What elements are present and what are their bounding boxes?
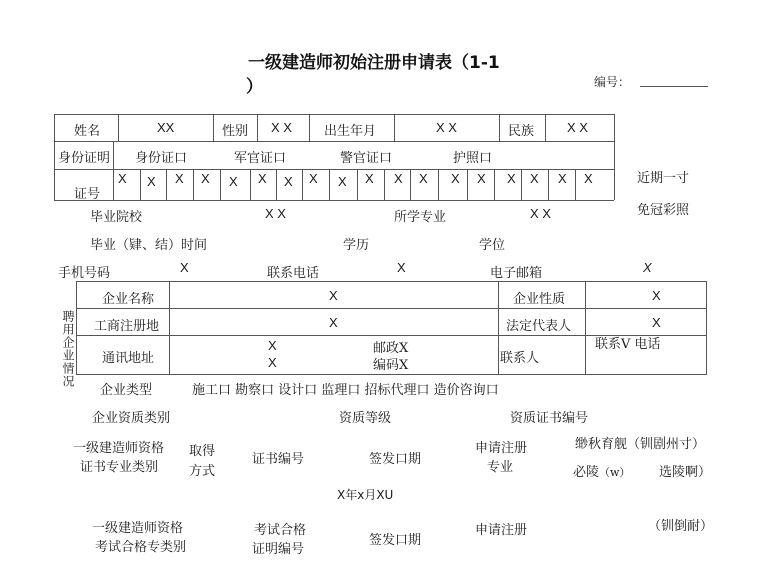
- gender-label: 性别: [222, 124, 249, 139]
- qualification-cert-label: 资质证书编号: [510, 411, 589, 426]
- exam-issue-date-label: 签发口期: [369, 533, 422, 548]
- exam-proof-label-1: 考试合格: [254, 523, 307, 538]
- id-number-label: 证号: [74, 187, 101, 202]
- id-option-idcard[interactable]: 身份证口: [135, 151, 188, 166]
- company-nature-label: 企业性质: [513, 292, 566, 307]
- id-digit[interactable]: X: [338, 174, 347, 189]
- qualification-type-label: 企业资质类别: [92, 411, 171, 426]
- cert-issue-date-label: 签发口期: [369, 452, 422, 467]
- company-type-label: 企业类型: [100, 383, 153, 398]
- company-name-value[interactable]: X: [329, 288, 338, 303]
- contact-person-label: 联系人: [500, 351, 540, 366]
- phone-value[interactable]: X: [397, 260, 406, 275]
- exam-category-label-2: 考试合格专类别: [95, 540, 187, 555]
- degree-label: 学位: [479, 238, 506, 253]
- obtain-method-label-1: 取得: [189, 444, 216, 459]
- address-value-2[interactable]: X: [268, 355, 277, 370]
- id-digit[interactable]: X: [118, 171, 127, 186]
- ethnic-label: 民族: [508, 124, 535, 139]
- phone-label: 联系电话: [267, 266, 320, 281]
- mobile-value[interactable]: X: [180, 260, 189, 275]
- id-digit[interactable]: X: [530, 171, 539, 186]
- exam-apply-label: 申请注册: [475, 523, 528, 538]
- company-reg-label: 工商注册地: [94, 319, 160, 334]
- exam-category-label-1: 一级建造师资格: [92, 521, 184, 536]
- email-value[interactable]: X: [643, 260, 652, 275]
- id-digit[interactable]: X: [558, 171, 567, 186]
- id-digit[interactable]: X: [394, 171, 403, 186]
- cert-right-a-small: （w）: [599, 466, 631, 479]
- mobile-label: 手机号码: [58, 266, 111, 281]
- gender-value[interactable]: X X: [271, 120, 292, 135]
- id-digit[interactable]: X: [229, 174, 238, 189]
- postal-label-2[interactable]: 编码X: [373, 358, 409, 373]
- cert-date-value[interactable]: X年x月XU: [337, 488, 394, 502]
- id-option-police[interactable]: 警官证口: [340, 151, 393, 166]
- id-digit[interactable]: X: [284, 174, 293, 189]
- school-value[interactable]: X X: [265, 206, 286, 221]
- id-option-military[interactable]: 军官证口: [234, 151, 287, 166]
- cert-category-label-2: 证书专业类别: [80, 460, 159, 475]
- apply-major-label-1: 申请注册: [475, 441, 528, 456]
- legal-rep-value[interactable]: X: [652, 315, 661, 330]
- id-option-passport[interactable]: 护照口: [453, 151, 493, 166]
- id-digit[interactable]: X: [507, 171, 516, 186]
- cert-category-label-1: 一级建造师资格: [73, 441, 165, 456]
- id-digit[interactable]: X: [477, 171, 486, 186]
- major-label: 所学专业: [394, 210, 447, 225]
- company-nature-value[interactable]: X: [652, 288, 661, 303]
- birth-label: 出生年月: [324, 124, 377, 139]
- company-reg-value[interactable]: X: [329, 315, 338, 330]
- number-input-line[interactable]: [640, 86, 708, 87]
- obtain-method-label-2: 方式: [189, 464, 216, 479]
- contact-phone-field[interactable]: 联系V 电话: [595, 337, 661, 352]
- address-label: 通讯地址: [102, 351, 155, 366]
- exam-right-note: （钏倒耐）: [648, 519, 714, 534]
- company-name-label: 企业名称: [102, 292, 155, 307]
- graduation-time-label: 毕业（肄、结）时间: [90, 238, 208, 253]
- cert-right-b: 选陵啊）: [659, 465, 712, 480]
- major-value[interactable]: X X: [530, 206, 551, 221]
- ethnic-value[interactable]: X X: [567, 120, 588, 135]
- number-label: 编号：: [594, 75, 631, 89]
- legal-rep-label: 法定代表人: [506, 319, 572, 334]
- birth-value[interactable]: X X: [436, 120, 457, 135]
- company-section-label: 聘用企业情况: [61, 310, 75, 388]
- id-digit[interactable]: X: [258, 171, 267, 186]
- id-digit[interactable]: X: [201, 171, 210, 186]
- page-title: 一级建造师初始注册申请表（1-1: [248, 53, 500, 73]
- company-type-options[interactable]: 施工口 勘察口 设计口 监理口 招标代理口 造价咨询口: [192, 383, 499, 398]
- address-value-1[interactable]: X: [268, 338, 277, 353]
- name-value[interactable]: XX: [157, 120, 175, 135]
- education-level-label: 学历: [343, 238, 370, 253]
- id-digit[interactable]: X: [365, 171, 374, 186]
- postal-label-1[interactable]: 邮政X: [373, 341, 409, 356]
- id-type-label: 身份证明: [58, 151, 111, 166]
- photo-note-line1: 近期一寸: [637, 171, 690, 186]
- photo-note-line2: 免冠彩照: [637, 203, 690, 218]
- id-digit[interactable]: X: [419, 171, 428, 186]
- exam-proof-label-2: 证明编号: [252, 542, 305, 557]
- qualification-level-label: 资质等级: [339, 411, 392, 426]
- id-digit[interactable]: X: [584, 171, 593, 186]
- cert-right-a-text: 必陵: [573, 465, 600, 480]
- cert-right-a: [573, 461, 630, 480]
- id-digit[interactable]: X: [309, 171, 318, 186]
- cert-right-note: 缈秋育舰（钏剧州寸）: [575, 437, 706, 452]
- school-label: 毕业院校: [90, 210, 143, 225]
- page-title-tail: ）: [246, 77, 263, 97]
- name-label: 姓名: [74, 124, 101, 139]
- cert-number-label: 证书编号: [252, 452, 305, 467]
- apply-major-label-2: 专业: [487, 460, 514, 475]
- email-label: 电子邮箱: [490, 266, 543, 281]
- id-digit[interactable]: X: [451, 171, 460, 186]
- id-digit[interactable]: X: [147, 174, 156, 189]
- id-digit[interactable]: X: [175, 171, 184, 186]
